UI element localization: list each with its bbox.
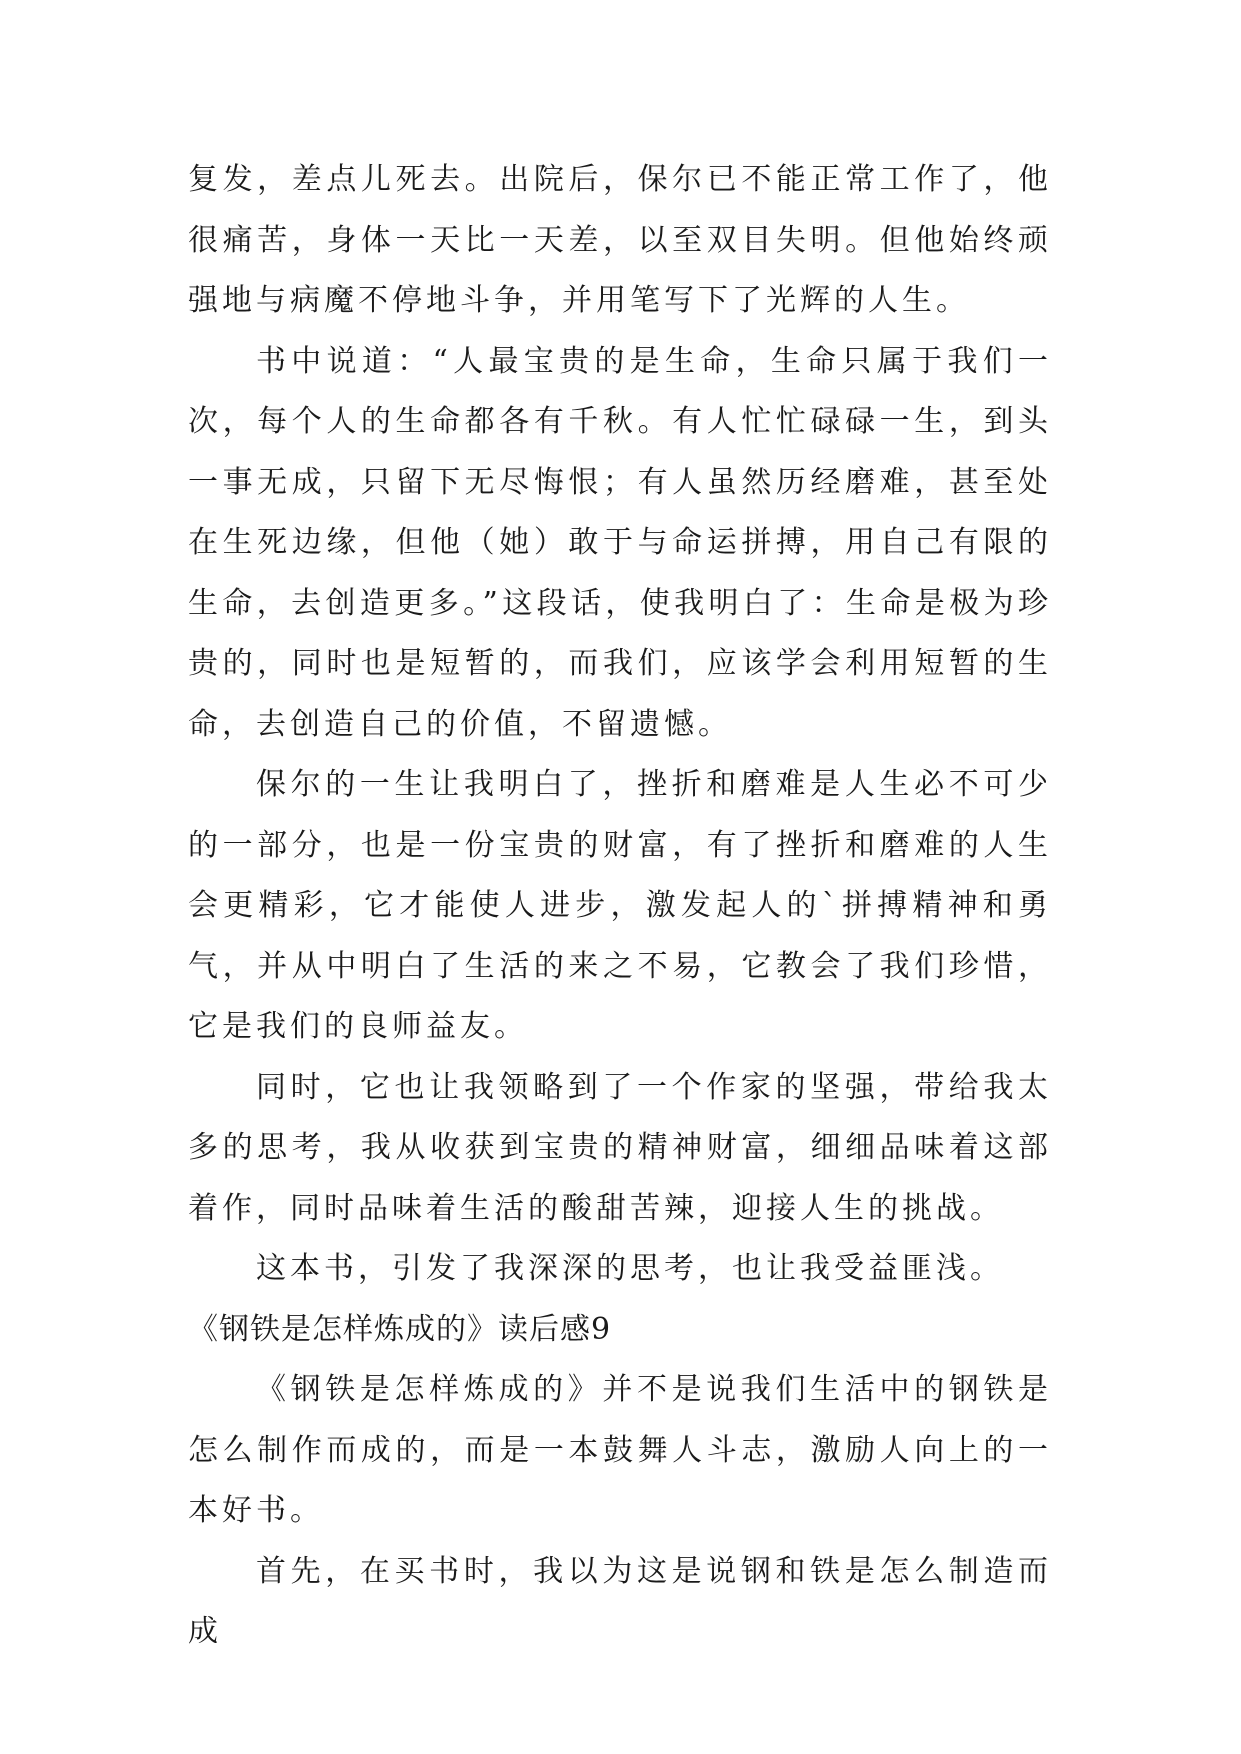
paragraph: 《钢铁是怎样炼成的》并不是说我们生活中的钢铁是怎么制作而成的，而是一本鼓舞人斗志，激励人向上的一本好书。	[188, 1372, 1052, 1528]
paragraph: 这本书，引发了我深深的思考，也让我受益匪浅。	[256, 1251, 1004, 1286]
document-body	[188, 150, 1052, 1663]
paragraph: 书中说道：“人最宝贵的是生命，生命只属于我们一次，每个人的生命都各有千秋。有人忙忙碌碌一生，到头一事无成，只留下无尽悔恨；有人虽然历经磨难，甚至处在生死边缘，但他（她）敢于与命运拼搏，用自己有限的生命，去创造更多。”这段话，使我明白了：生命是极为珍贵的，同时也是短暂的，而我们，应该学会利用短暂的生命，去创造自己的价值，不留遗憾。	[188, 343, 1052, 742]
paragraph: 复发，差点儿死去。出院后，保尔已不能正常工作了，他很痛苦，身体一天比一天差，以至双目失明。但他始终顽强地与病魔不停地斗争，并用笔写下了光辉的人生。	[188, 162, 1052, 318]
paragraph: 保尔的一生让我明白了，挫折和磨难是人生必不可少的一部分，也是一份宝贵的财富，有了挫折和磨难的人生会更精彩，它才能使人进步，激发起人的`拼搏精神和勇气，并从中明白了生活的来之不易，它教会了我们珍惜，它是我们的良师益友。	[188, 767, 1052, 1044]
paragraph: 同时，它也让我领略到了一个作家的坚强，带给我太多的思考，我从收获到宝贵的精神财富，细细品味着这部着作，同时品味着生活的酸甜苦辣，迎接人生的挑战。	[188, 1069, 1052, 1226]
section-heading: 《钢铁是怎样炼成的》读后感9	[188, 1311, 612, 1347]
paragraph: 首先，在买书时，我以为这是说钢和铁是怎么制造而成	[188, 1553, 1052, 1649]
